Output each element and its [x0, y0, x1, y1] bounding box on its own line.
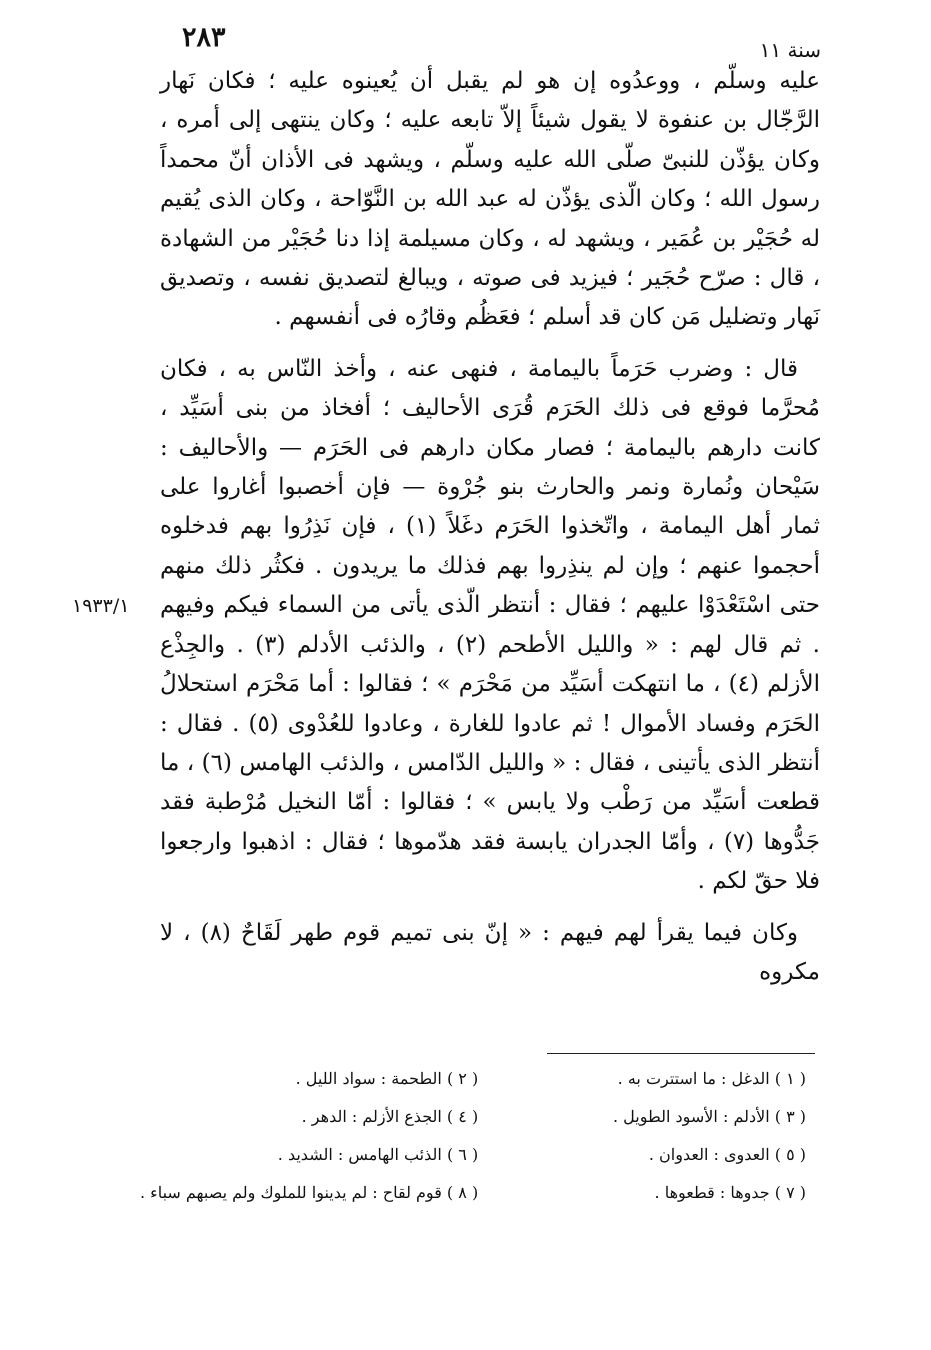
footnote-1: ( ١ ) الدغل : ما استترت به .: [617, 1069, 806, 1088]
footnote-7: ( ٧ ) جدوها : قطعوها .: [654, 1183, 806, 1202]
footnote-5: ( ٥ ) العدوى : العدوان .: [648, 1145, 806, 1164]
footnote-6: ( ٦ ) الذئب الهامس : الشديد .: [277, 1145, 479, 1164]
page-number: ٢٨٣: [182, 22, 226, 53]
footnotes: [140, 1062, 830, 1210]
running-head: سنة ١١: [759, 38, 821, 62]
margin-reference: ١٩٣٣/١: [72, 595, 130, 617]
body-text: [160, 62, 820, 992]
footnote-divider: [547, 1053, 815, 1054]
footnote-2: ( ٢ ) الطحمة : سواد الليل .: [295, 1069, 479, 1088]
footnote-8: ( ٨ ) قوم لقاح : لم يدينوا للملوك ولم يصبهم سباء .: [140, 1183, 479, 1202]
footnote-4: ( ٤ ) الجذع الأزلم : الدهر .: [301, 1107, 479, 1126]
paragraph-3: وكان فيما يقرأ لهم فيهم : « إنّ بنى تميم قوم طهر لَقَاحٌ (٨) ، لا مكروه: [160, 919, 820, 985]
footnote-3: ( ٣ ) الأدلم : الأسود الطويل .: [612, 1107, 806, 1126]
paragraph-1: عليه وسلّم ، ووعدُوه إن هو لم يقبل أن يُعينوه عليه ؛ فكان نَهار الرَّجّال بن عنفوة لا يقول شيئاً إلاّ تابعه عليه ؛ وكان ينتهى إلى أمره ، وكان يؤذّن للنبىّ صلّى الله عليه وسلّم ، ويشهد فى الأذان أنّ محمداً رسول الله ؛ وكان الّذى يؤذّن له عبد الله بن النَّوّاحة ، وكان الذى يُقيم له حُجَيْر بن عُمَير ، ويشهد له ، وكان مسيلمة إذا دنا حُجَيْر من الشهادة ، قال : صرّح حُجَير ؛ فيزيد فى صوته ، ويبالغ لتصديق نفسه ، وتصديق نَهار وتضليل مَن كان قد أسلم ؛ فعَظُم وقارُه فى أنفسهم .: [160, 68, 820, 331]
paragraph-2: قال : وضرب حَرَماً باليمامة ، فنهى عنه ، وأخذ النّاس به ، فكان مُحرَّما فوقع فى ذلك الحَرَم قُرَى الأحاليف ؛ أفخاذ من بنى أسَيِّد ، كانت دارهم باليمامة ؛ فصار مكان دارهم فى الحَرَم — والأحاليف : سَيْحان ونُمارة ونمر والحارث بنو جُرْوة — فإن أخصبوا أغاروا على ثمار أهل اليمامة ، واتّخذوا الحَرَم دغَلاً (١) ، فإن نَذِرُوا بهم فدخلوه أحجموا عنهم ؛ وإن لم ينذِروا بهم فذلك ما يريدون . فكثُر ذلك منهم حتى اسْتَعْدَوْا عليهم ؛ فقال : أنتظر الّذى يأتى من السماء فيكم وفيهم . ثم قال لهم : « والليل الأطحم (٢) ، والذئب الأدلم (٣) . والجِذْع الأزلم (٤) ، ما انتهكت أسَيِّد من مَحْرَم » ؛ فقالوا : أما مَحْرَم استحلالُ الحَرَم وفساد الأموال ! ثم عادوا للغارة ، وعادوا للعُدْوى (٥) . فقال : أنتظر الذى يأتينى ، فقال : « والليل الدّامس ، والذئب الهامس (٦) ، ما قطعت أسَيِّد من رَطْب ولا يابس » ؛ فقالوا : أمّا النخيل مُرْطبة فقد جَدُّوها (٧) ، وأمّا الجدران يابسة فقد هدّموها ؛ فقال : اذهبوا وارجعوا فلا حقّ لكم .: [160, 355, 821, 895]
